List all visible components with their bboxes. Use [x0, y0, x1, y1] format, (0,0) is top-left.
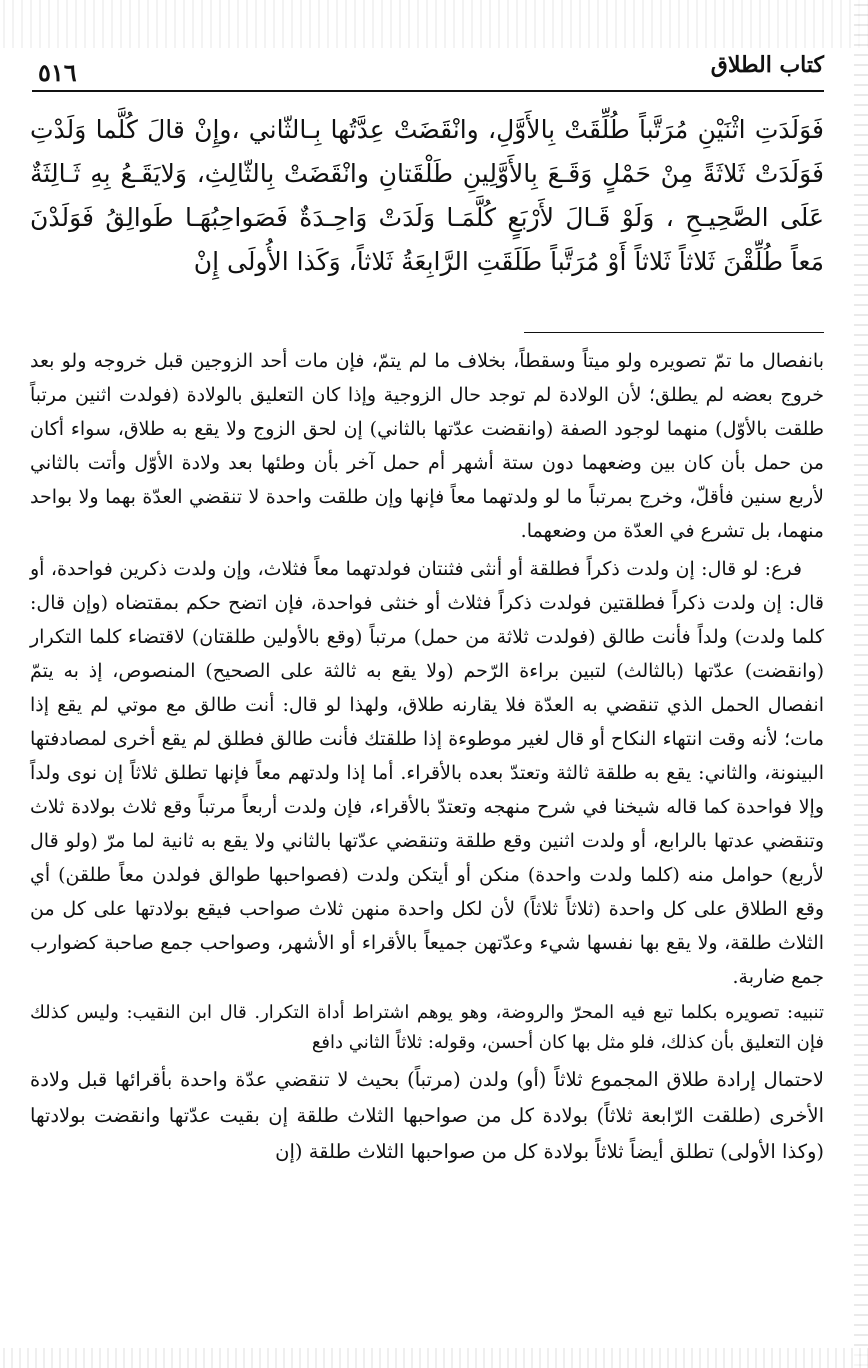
matn-paragraph: فَوَلَدَتِ اثْنَيْنِ مُرَتَّباً طُلِّقَتْ بِالأَوَّلِ، وانْقَضَتْ عِدَّتُها بِـالثّاني ،وإِنْ قالَ كُلَّما وَلَدْتِ فَوَلَدَتْ ثَلاثَةً مِنْ حَمْلٍ وَقَـعَ بِالأَوَّلِينِ طَلْقَتانِ وانْقَضَتْ بِالثّالِثِ، وَلايَقَـعُ بِهِ ثَـالِثَةٌ عَلَى الصَّحِيـحِ ، وَلَوْ قَـالَ لأَرْبَعٍ كُلَّمَـا وَلَدَتْ وَاحِـدَةٌ فَصَواحِبُهَـا طَوالِقُ فَوَلَدْنَ مَعاً طُلِّقْنَ ثَلاثاً ثَلاثاً أَوْ مُرَتَّباً طَلَقَتِ الرَّابِعَةُ ثَلاثاً، وَكَذا الأُولَى إِنْ [30, 115, 824, 276]
scan-noise-right [854, 0, 868, 1368]
scan-noise-top [0, 0, 868, 48]
commentary-paragraph-1: بانفصال ما تمّ تصويره ولو ميتاً وسقطاً، بخلاف ما لم يتمّ، فإن مات أحد الزوجين قبل خروجه ولو بعد خروج بعضه لم يطلق؛ لأن الولادة لم توجد حال الزوجية وإذا كان التعليق بالولادة (فولدت اثنين مرتباً طلقت بالأوّل) منهما لوجود الصفة (وانقضت عدّتها بالثاني) إن لحق الزوج ولا يقع به طلاق، سواء أكان من حمل بأن كان بين وضعهما دون ستة أشهر أم حمل آخر بأن وطئها بعد ولادة الأوّل وأتت بالثاني لأربع سنين فأقلّ، وخرج بمرتباً ما لو ولدتهما معاً فإنها وإن طلقت واحدة لا تنقضي العدّة بهما ولا بواحد منهما، بل تشرع في العدّة من وضعهما. [30, 350, 824, 542]
commentary-paragraph-tanbih: تنبيه: تصويره بكلما تبع فيه المحرّ والروضة، وهو يوهم اشتراط أداة التكرار. قال ابن النقيب: وليس كذلك فإن التعليق بأن كذلك، فلو مثل بها كان أحسن، وقوله: ثلاثاً الثاني دافع [30, 1002, 824, 1053]
page-header [32, 52, 824, 90]
matn-text-block [30, 108, 824, 284]
header-rule [32, 90, 824, 92]
running-title: كتاب الطلاق [710, 52, 824, 78]
scan-noise-bottom [0, 1348, 868, 1368]
commentary-paragraph-last: لاحتمال إرادة طلاق المجموع ثلاثاً (أو) ولدن (مرتباً) بحيث لا تنقضي عدّة واحدة بأقرائها قبل ولادة الأخرى (طلقت الرّابعة ثلاثاً) بولادة كل من صواحبها الثلاث طلقة إن بقيت عدّتها وانقضت بولادتها (وكذا الأولى) تطلق أيضاً ثلاثاً بولادة كل من صواحبها الثلاث طلقة (إن [30, 1068, 824, 1163]
commentary-paragraph-far: فرع: لو قال: إن ولدت ذكراً فطلقة أو أنثى فثنتان فولدتهما معاً فثلاث، وإن ولدت ذكرين فواحدة، أو قال: إن ولدت ذكراً فطلقتين فولدت ذكراً فثلاث أو خنثى فواحدة، فإن اتضح حكم بمقتضاه (وإن قال: كلما ولدت) ولداً فأنت طالق (فولدت ثلاثة من حمل) مرتباً (وقع بالأولين طلقتان) لاقتضاء كلما التكرار (وانقضت) عدّتها (بالثالث) لتبين براءة الرّحم (ولا يقع به ثالثة على الصحيح) المنصوص، إذ به يتمّ انفصال الحمل الذي تنقضي به العدّة فلا يقارنه طلاق، ولهذا لو قال: أنت طالق مع موتي لم يقع إذا مات؛ لأنه وقت انتهاء النكاح أو قال لغير موطوءة إذا طلقتك فأنت طالق فطلق لم يقع أخرى لمصادفتها البينونة، والثاني: يقع به طلقة ثالثة وتعتدّ بعده بالأقراء. أما إذا ولدتهم معاً فإنها تطلق ثلاثاً إن نوى ولداً وإلا فواحدة كما قاله شيخنا في شرح منهجه وتعتدّ بالأقراء، فإن ولدت أربعاً مرتباً وقع ثلاث بولادة ثلاث وتنقضي عدتها بالرابع، أو ولدت اثنين وقع طلقة وتنقضي عدّتها بالثاني ولا يقع به ثانية لما مرّ (ولو قال لأربع) حوامل منه (كلما ولدت واحدة) منكن أو أيتكن ولدت (فصواحبها طوالق فولدن معاً طلقن) أي وقع الطلاق على كل واحدة (ثلاثاً ثلاثاً) لأن لكل واحدة منهن ثلاث صواحب فيقع بولادتها على كل من الثلاث طلقة، ولا يقع بها نفسها شيء وعدّتهن جميعاً بالأقراء أو الأشهر، وصواحب جمع صاحبة كضوارب جمع ضاربة. [30, 558, 824, 988]
footnote-divider [524, 332, 824, 333]
page-number: ٥١٦ [38, 58, 77, 87]
commentary-block [30, 344, 824, 1174]
